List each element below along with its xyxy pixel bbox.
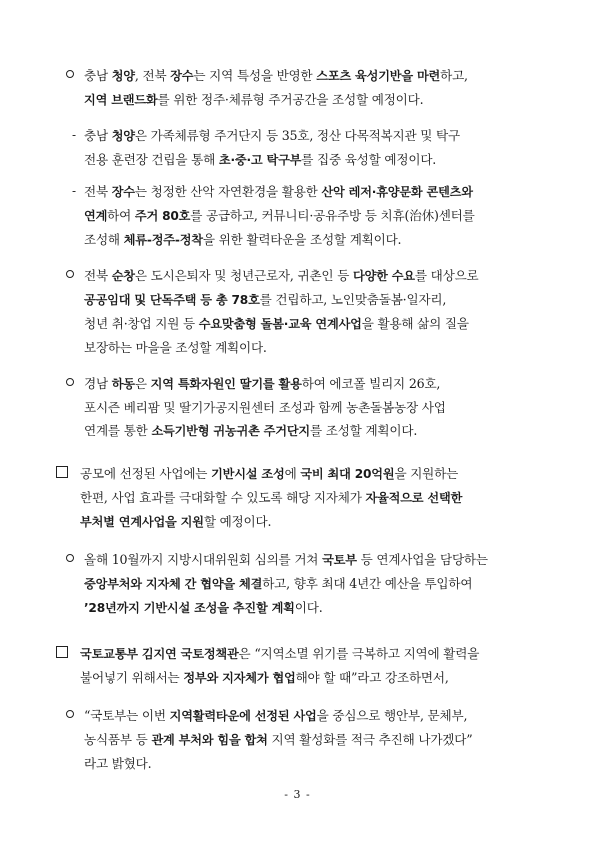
body-text: 경남	[84, 376, 112, 391]
body-text: 를 위한 정주·체류형 주거공간을 조성할 예정이다.	[157, 92, 424, 107]
section-text	[84, 264, 550, 359]
bold-text: 다양한 수요	[352, 269, 415, 283]
bold-text: 주거 80호	[134, 209, 191, 223]
bold-text: 산악 레저·휴양문화 콘텐츠와	[321, 185, 473, 199]
bold-text: 국토교통부 김지연 국토정책관	[80, 647, 239, 661]
section-dash-1	[60, 124, 550, 172]
bold-text: 초·중·고 탁구부	[218, 153, 302, 167]
bold-text: 수요맞춤형 돌봄·교육 연계사업	[198, 317, 362, 331]
body-text: 올해 10월까지 지방시대위원회 심의를 거쳐	[84, 552, 323, 567]
section-text	[84, 124, 550, 172]
bold-text: 스포츠 육성기반을 마련	[316, 69, 441, 83]
body-text: 를 집중 육성할 예정이다.	[301, 152, 437, 167]
body-text: 하고, 향후 최대 4년간 예산을 투입하여	[262, 576, 473, 591]
section-text	[84, 180, 550, 252]
body-text: 공모에 선정된 사업에는	[80, 466, 212, 481]
circle-marker	[66, 704, 74, 727]
body-text: 등 연계사업을 담당하는	[356, 552, 488, 567]
body-text: 이다.	[294, 600, 323, 615]
body-text: 은 “지역소멸 위기를 극복하고 지역에 활력을	[238, 646, 480, 661]
section-bullet-4	[60, 548, 550, 620]
body-text: 해야 할 때”라고 강조하면서,	[295, 670, 449, 685]
dash-marker: -	[72, 128, 76, 142]
bold-text: 순창	[111, 269, 135, 283]
bold-text: 소득기반형 귀농귀촌 주거단지	[151, 424, 310, 438]
body-text: 포시즌 베리팜 및 딸기가공지원센터 조성과 함께 농촌돌봄농장 사업	[84, 400, 446, 415]
bold-text: 장수	[111, 185, 135, 199]
circle-marker	[66, 372, 74, 395]
body-text: 불어넣기 위해서는	[80, 670, 184, 685]
bold-text: ’28년까지 기반시설 조성을 추진할 계획	[84, 601, 295, 615]
bold-text: 부처별 연계사업을 지원	[80, 515, 204, 529]
body-text: 전북	[84, 184, 112, 199]
bold-text: 지역활력타운에 선정된 사업	[169, 709, 317, 723]
bold-text: 연계	[84, 209, 108, 223]
box-marker	[56, 462, 68, 485]
body-text: 을 중심으로 행안부, 문체부,	[316, 708, 468, 723]
bold-text: 정부와 지자체가 협업	[183, 671, 296, 685]
body-text: 를 조성할 계획이다.	[309, 423, 418, 438]
body-text: 를 대상으로	[414, 268, 479, 283]
body-text: 를 건립하고, 노인맞춤돌봄·일자리,	[259, 292, 447, 307]
body-text: 청년 취·창업 지원 등	[84, 316, 199, 331]
bold-text: 중앙부처와 지자체 간 협약을 체결	[84, 577, 263, 591]
body-text: 한편, 사업 효과를 극대화할 수 있도록 해당 지자체가	[80, 490, 366, 505]
body-text: 충남	[84, 128, 112, 143]
body-text: 은 가족체류형 주거단지 등 35호, 정산 다목적복지관 및 탁구	[134, 128, 460, 143]
bold-text: 국토부	[322, 553, 357, 567]
section-text	[84, 64, 550, 112]
section-bullet-1	[60, 64, 550, 112]
body-text: 를 공급하고, 커뮤니티·공유주방 등 치휴(治休)센터를	[190, 208, 475, 223]
section-bullet-5	[60, 704, 550, 775]
bold-text: 청양	[111, 69, 135, 83]
body-text: “국토부는 이번	[84, 708, 170, 723]
section-text	[84, 704, 550, 775]
section-box-2	[56, 642, 550, 690]
dash-marker: -	[72, 184, 76, 198]
circle-marker	[66, 548, 74, 571]
bold-text: 지역 특화자원인 딸기를 활용	[150, 377, 302, 391]
section-text	[80, 462, 550, 534]
page-number: - 3 -	[284, 788, 311, 801]
bold-text: 공공임대 및 단독주택 등 총 78호	[84, 293, 260, 307]
bold-text: 국비 최대 20억원	[300, 467, 395, 481]
body-text: 조성해	[84, 232, 124, 247]
body-text: 을 활용해 삶의 질을	[361, 316, 469, 331]
body-text: 은 도시은퇴자 및 청년근로자, 귀촌인 등	[134, 268, 353, 283]
bold-text: 장수	[170, 69, 194, 83]
body-text: 연계를 통한	[84, 423, 152, 438]
body-text: 을 위한 활력타운을 조성할 계획이다.	[202, 232, 402, 247]
body-text: 는 청정한 산악 자연환경을 활용한	[134, 184, 322, 199]
body-text: 을 지원하는	[394, 466, 459, 481]
section-box-1	[56, 462, 550, 534]
body-text: 충남	[84, 68, 112, 83]
section-bullet-3	[60, 372, 550, 443]
bold-text: 자율적으로 선택한	[365, 491, 463, 505]
body-text: 전북	[84, 268, 112, 283]
section-text	[84, 372, 550, 443]
bold-text: 하동	[111, 377, 135, 391]
body-text: 보장하는 마을을 조성할 계획이다.	[84, 340, 267, 355]
section-dash-2	[60, 180, 550, 252]
bold-text: 기반시설 조성	[211, 467, 285, 481]
bold-text: 체류-정주-정착	[123, 233, 203, 247]
section-text	[80, 642, 550, 690]
body-text: 하고,	[440, 68, 468, 83]
body-text: 에	[284, 466, 301, 481]
section-text	[84, 548, 550, 620]
circle-marker	[66, 264, 74, 287]
body-text: , 전북	[134, 68, 171, 83]
box-marker	[56, 642, 68, 665]
body-text: 전용 훈련장 건립을 통해	[84, 152, 219, 167]
body-text: 는 지역 특성을 반영한	[193, 68, 317, 83]
section-bullet-2	[60, 264, 550, 359]
body-text: 농식품부 등	[84, 732, 152, 747]
bold-text: 청양	[111, 129, 135, 143]
body-text: 지역 활성화를 적극 추진해 나가겠다”	[267, 732, 473, 747]
body-text: 할 예정이다.	[203, 514, 272, 529]
circle-marker	[66, 64, 74, 87]
bold-text: 관계 부처와 힘을 합쳐	[151, 733, 268, 747]
body-text: 하여 에코폴 빌리지 26호,	[301, 376, 441, 391]
body-text: 라고 밝혔다.	[84, 756, 152, 771]
body-text: 은	[134, 376, 151, 391]
bold-text: 지역 브랜드화	[84, 93, 158, 107]
body-text: 하여	[107, 208, 135, 223]
